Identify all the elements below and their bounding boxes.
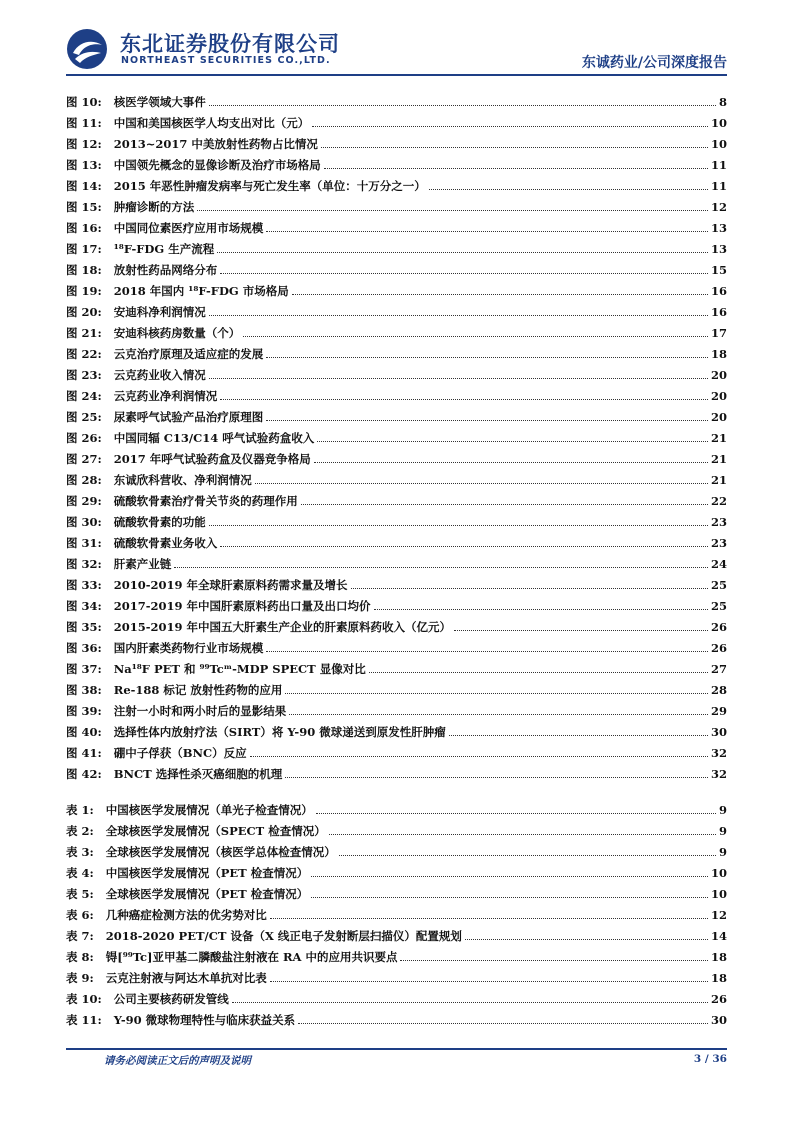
dot-leader (243, 336, 708, 337)
toc-entry-page: 30 (710, 725, 727, 739)
toc-entry-page: 10 (710, 137, 727, 151)
figure-entry[interactable] (66, 382, 727, 403)
toc-entry-page: 25 (710, 578, 727, 592)
table-entry[interactable] (66, 838, 727, 859)
toc-entry-page: 21 (710, 473, 727, 487)
toc-entry-label: 表 8: (66, 950, 94, 964)
toc-entry-label: 图 27: (66, 452, 102, 466)
toc-entry-title: 锝[⁹⁹Tc]亚甲基二膦酸盐注射液在 RA 中的应用共识要点 (105, 950, 398, 964)
table-entry[interactable] (66, 1006, 727, 1027)
toc-entry-page: 29 (710, 704, 727, 718)
toc-entry-title: 硫酸软骨素治疗骨关节炎的药理作用 (113, 494, 298, 508)
figure-entry[interactable] (66, 571, 727, 592)
dot-leader (289, 714, 708, 715)
toc-entry-page: 18 (710, 950, 727, 964)
dot-leader (197, 210, 708, 211)
toc-entry-label: 表 5: (66, 887, 94, 901)
toc-entry-page: 21 (710, 452, 727, 466)
toc-entry-label: 表 3: (66, 845, 94, 859)
dot-leader (374, 609, 708, 610)
figure-list (66, 88, 727, 781)
toc-entry-page: 21 (710, 431, 727, 445)
figure-entry[interactable] (66, 361, 727, 382)
toc-entry-title: 选择性体内放射疗法（SIRT）将 Y-90 微球递送到原发性肝肿瘤 (113, 725, 446, 739)
toc-entry-label: 图 23: (66, 368, 102, 382)
dot-leader (266, 420, 708, 421)
dot-leader (220, 273, 708, 274)
toc-entry-title: 云克药业净利润情况 (113, 389, 218, 403)
figure-entry[interactable] (66, 634, 727, 655)
figure-entry[interactable] (66, 592, 727, 613)
dot-leader (266, 651, 708, 652)
toc-entry-title: Na¹⁸F PET 和 ⁹⁹Tcᵐ-MDP SPECT 显像对比 (113, 662, 366, 676)
toc-entry-label: 表 4: (66, 866, 94, 880)
toc-entry-label: 图 31: (66, 536, 102, 550)
table-entry[interactable] (66, 922, 727, 943)
toc-entry-label: 表 6: (66, 908, 94, 922)
toc-entry-label: 图 14: (66, 179, 102, 193)
toc-entry-page: 9 (718, 803, 727, 817)
figure-entry[interactable] (66, 319, 727, 340)
dot-leader (270, 918, 708, 919)
toc-entry-page: 13 (710, 221, 727, 235)
toc-entry-label: 图 26: (66, 431, 102, 445)
toc-entry-label: 图 15: (66, 200, 102, 214)
toc-entry-page: 11 (710, 158, 727, 172)
toc-entry-label: 图 16: (66, 221, 102, 235)
toc-entry-title: 肿瘤诊断的方法 (113, 200, 195, 214)
dot-leader (270, 981, 708, 982)
dot-leader (292, 294, 708, 295)
figure-entry[interactable] (66, 739, 727, 760)
toc-entry-title: 中国核医学发展情况（单光子检查情况） (105, 803, 313, 817)
toc-entry-label: 图 33: (66, 578, 102, 592)
figure-entry[interactable] (66, 760, 727, 781)
toc-entry-label: 图 42: (66, 767, 102, 781)
toc-entry-label: 图 19: (66, 284, 102, 298)
figure-entry[interactable] (66, 466, 727, 487)
toc-entry-title: 肝素产业链 (113, 557, 172, 571)
toc-entry-label: 图 41: (66, 746, 102, 760)
dot-leader (449, 735, 708, 736)
toc-entry-page: 18 (710, 971, 727, 985)
dot-leader (369, 672, 708, 673)
dot-leader (321, 147, 708, 148)
figure-entry[interactable] (66, 676, 727, 697)
toc-entry-page: 26 (710, 992, 727, 1006)
toc-entry-label: 图 13: (66, 158, 102, 172)
toc-entry-title: 云克药业收入情况 (113, 368, 206, 382)
toc-entry-label: 图 11: (66, 116, 102, 130)
table-list (66, 796, 727, 1027)
toc-entry-page: 23 (710, 515, 727, 529)
toc-entry-page: 16 (710, 305, 727, 319)
dot-leader (232, 1002, 708, 1003)
figure-entry[interactable] (66, 340, 727, 361)
toc-entry-title: 2010-2019 年全球肝素原料药需求量及增长 (113, 578, 348, 592)
toc-entry-title: 中国核医学发展情况（PET 检查情况） (105, 866, 309, 880)
toc-entry-title: 国内肝素类药物行业市场规模 (113, 641, 264, 655)
dot-leader (301, 504, 708, 505)
figure-entry[interactable] (66, 235, 727, 256)
dot-leader (329, 834, 716, 835)
dot-leader (351, 588, 708, 589)
toc-entry-page: 26 (710, 641, 727, 655)
toc-entry-page: 11 (710, 179, 727, 193)
toc-entry-page: 18 (710, 347, 727, 361)
report-tag: 东诚药业/公司深度报告 (581, 55, 727, 71)
toc-entry-label: 图 40: (66, 725, 102, 739)
toc-entry-title: 全球核医学发展情况（核医学总体检查情况） (105, 845, 336, 859)
toc-entry-label: 图 34: (66, 599, 102, 613)
page-number: 3 / 36 (693, 1053, 727, 1065)
header-divider (66, 74, 727, 76)
toc-entry-title: 全球核医学发展情况（SPECT 检查情况） (105, 824, 326, 838)
toc-entry-label: 图 28: (66, 473, 102, 487)
toc-entry-label: 图 38: (66, 683, 102, 697)
figure-entry[interactable] (66, 277, 727, 298)
footer-divider (66, 1048, 727, 1050)
toc-entry-label: 表 9: (66, 971, 94, 985)
figure-entry[interactable] (66, 403, 727, 424)
dot-leader (465, 939, 708, 940)
toc-entry-title: Y-90 微球物理特性与临床获益关系 (113, 1013, 296, 1027)
toc-entry-title: 硫酸软骨素业务收入 (113, 536, 218, 550)
dot-leader (311, 897, 708, 898)
toc-entry-title: 2015-2019 年中国五大肝素生产企业的肝素原料药收入（亿元） (113, 620, 452, 634)
toc-entry-title: BNCT 选择性杀灭癌细胞的机理 (113, 767, 283, 781)
dot-leader (324, 168, 708, 169)
figure-entry[interactable] (66, 655, 727, 676)
toc-entry-label: 图 21: (66, 326, 102, 340)
dot-leader (209, 315, 708, 316)
toc-entry-page: 27 (710, 662, 727, 676)
toc-entry-title: 公司主要核药研发管线 (113, 992, 229, 1006)
figure-entry[interactable] (66, 256, 727, 277)
toc-entry-title: 放射性药品网络分布 (113, 263, 218, 277)
toc-entry-label: 图 35: (66, 620, 102, 634)
dot-leader (220, 399, 708, 400)
dot-leader (266, 231, 708, 232)
toc-entry-label: 图 25: (66, 410, 102, 424)
table-entry[interactable] (66, 859, 727, 880)
toc-entry-label: 表 1: (66, 803, 94, 817)
toc-entry-label: 表 2: (66, 824, 94, 838)
toc-entry-title: 2018 年国内 ¹⁸F-FDG 市场格局 (113, 284, 289, 298)
toc-entry-page: 32 (710, 746, 727, 760)
toc-entry-page: 17 (710, 326, 727, 340)
toc-entry-title: 云克注射液与阿达木单抗对比表 (105, 971, 267, 985)
toc-entry-title: 中国领先概念的显像诊断及治疗市场格局 (113, 158, 321, 172)
toc-entry-label: 图 37: (66, 662, 102, 676)
table-entry[interactable] (66, 943, 727, 964)
toc-entry-page: 20 (710, 368, 727, 382)
dot-leader (209, 378, 708, 379)
figure-entry[interactable] (66, 88, 727, 109)
figure-entry[interactable] (66, 487, 727, 508)
page-header (0, 0, 793, 80)
toc-entry-page: 12 (710, 200, 727, 214)
figure-entry[interactable] (66, 445, 727, 466)
toc-entry-page: 23 (710, 536, 727, 550)
toc-entry-label: 图 39: (66, 704, 102, 718)
figure-entry[interactable] (66, 130, 727, 151)
dot-leader (220, 546, 708, 547)
toc-entry-title: 2013~2017 中美放射性药物占比情况 (113, 137, 318, 151)
figure-entry[interactable] (66, 529, 727, 550)
toc-entry-page: 10 (710, 887, 727, 901)
toc-entry-page: 20 (710, 389, 727, 403)
toc-entry-page: 13 (710, 242, 727, 256)
toc-entry-label: 图 29: (66, 494, 102, 508)
dot-leader (255, 483, 708, 484)
dot-leader (285, 777, 708, 778)
toc-entry-page: 9 (718, 824, 727, 838)
table-entry[interactable] (66, 985, 727, 1006)
dot-leader (316, 813, 716, 814)
toc-entry-label: 图 20: (66, 305, 102, 319)
toc-entry-title: 2017 年呼气试验药盒及仪器竞争格局 (113, 452, 311, 466)
toc-entry-title: 注射一小时和两小时后的显影结果 (113, 704, 287, 718)
dot-leader (312, 126, 708, 127)
figure-entry[interactable] (66, 424, 727, 445)
company-logo-icon (66, 28, 108, 70)
dot-leader (339, 855, 716, 856)
dot-leader (217, 252, 708, 253)
dot-leader (285, 693, 708, 694)
toc-entry-label: 图 10: (66, 95, 102, 109)
toc-entry-title: 安迪科核药房数量（个） (113, 326, 241, 340)
figure-entry[interactable] (66, 193, 727, 214)
toc-entry-page: 26 (710, 620, 727, 634)
figure-entry[interactable] (66, 151, 727, 172)
table-entry[interactable] (66, 880, 727, 901)
figure-entry[interactable] (66, 214, 727, 235)
toc-entry-label: 图 22: (66, 347, 102, 361)
dot-leader (298, 1023, 708, 1024)
company-name-cn: 东北证券股份有限公司 (120, 32, 340, 56)
toc-entry-page: 24 (710, 557, 727, 571)
toc-entry-title: 中国同辐 C13/C14 呼气试验药盒收入 (113, 431, 315, 445)
toc-entry-title: 硼中子俘获（BNC）反应 (113, 746, 247, 760)
dot-leader (429, 189, 708, 190)
toc-entry-title: 中国同位素医疗应用市场规模 (113, 221, 264, 235)
toc-entry-label: 图 24: (66, 389, 102, 403)
dot-leader (311, 876, 708, 877)
toc-entry-title: 2018-2020 PET/CT 设备（X 线正电子发射断层扫描仪）配置规划 (105, 929, 462, 943)
toc-entry-page: 8 (718, 95, 727, 109)
toc-entry-title: 云克治疗原理及适应症的发展 (113, 347, 264, 361)
toc-entry-page: 9 (718, 845, 727, 859)
toc-entry-title: 核医学领域大事件 (113, 95, 206, 109)
dot-leader (454, 630, 708, 631)
figure-entry[interactable] (66, 508, 727, 529)
dot-leader (266, 357, 708, 358)
toc-entry-label: 图 17: (66, 242, 102, 256)
toc-entry-label: 图 36: (66, 641, 102, 655)
toc-entry-page: 10 (710, 116, 727, 130)
dot-leader (317, 441, 708, 442)
toc-entry-label: 图 32: (66, 557, 102, 571)
table-entry[interactable] (66, 796, 727, 817)
toc-entry-page: 30 (710, 1013, 727, 1027)
figure-entry[interactable] (66, 613, 727, 634)
toc-entry-title: 2017-2019 年中国肝素原料药出口量及出口均价 (113, 599, 371, 613)
toc-entry-page: 12 (710, 908, 727, 922)
toc-entry-title: 全球核医学发展情况（PET 检查情况） (105, 887, 309, 901)
figure-entry[interactable] (66, 109, 727, 130)
toc-entry-page: 14 (710, 929, 727, 943)
figure-entry[interactable] (66, 172, 727, 193)
toc-entry-page: 28 (710, 683, 727, 697)
toc-entry-page: 20 (710, 410, 727, 424)
dot-leader (209, 105, 716, 106)
figure-entry[interactable] (66, 718, 727, 739)
toc-entry-page: 32 (710, 767, 727, 781)
toc-entry-label: 表 10: (66, 992, 102, 1006)
toc-entry-label: 图 12: (66, 137, 102, 151)
toc-entry-label: 图 18: (66, 263, 102, 277)
toc-entry-label: 表 7: (66, 929, 94, 943)
toc-entry-title: 安迪科净利润情况 (113, 305, 206, 319)
footer-disclaimer: 请务必阅读正文后的声明及说明 (104, 1055, 251, 1067)
dot-leader (314, 462, 708, 463)
toc-entry-label: 图 30: (66, 515, 102, 529)
toc-entry-title: Re-188 标记 放射性药物的应用 (113, 683, 283, 697)
toc-entry-page: 15 (710, 263, 727, 277)
table-entry[interactable] (66, 817, 727, 838)
dot-leader (174, 567, 708, 568)
toc-entry-page: 16 (710, 284, 727, 298)
dot-leader (209, 525, 708, 526)
table-entry[interactable] (66, 901, 727, 922)
toc-entry-title: 2015 年恶性肿瘤发病率与死亡发生率（单位：十万分之一） (113, 179, 426, 193)
toc-entry-page: 22 (710, 494, 727, 508)
figure-entry[interactable] (66, 550, 727, 571)
company-name-en: NORTHEAST SECURITIES CO.,LTD. (121, 55, 331, 66)
toc-entry-title: 中国和美国核医学人均支出对比（元） (113, 116, 310, 130)
dot-leader (250, 756, 708, 757)
figure-entry[interactable] (66, 697, 727, 718)
toc-entry-title: ¹⁸F-FDG 生产流程 (113, 242, 215, 256)
toc-entry-page: 10 (710, 866, 727, 880)
dot-leader (400, 960, 708, 961)
table-entry[interactable] (66, 964, 727, 985)
figure-entry[interactable] (66, 298, 727, 319)
toc-entry-label: 表 11: (66, 1013, 102, 1027)
toc-entry-page: 25 (710, 599, 727, 613)
toc-entry-title: 尿素呼气试验产品治疗原理图 (113, 410, 264, 424)
toc-entry-title: 几种癌症检测方法的优劣势对比 (105, 908, 267, 922)
toc-entry-title: 硫酸软骨素的功能 (113, 515, 206, 529)
toc-entry-title: 东诚欣科营收、净利润情况 (113, 473, 252, 487)
